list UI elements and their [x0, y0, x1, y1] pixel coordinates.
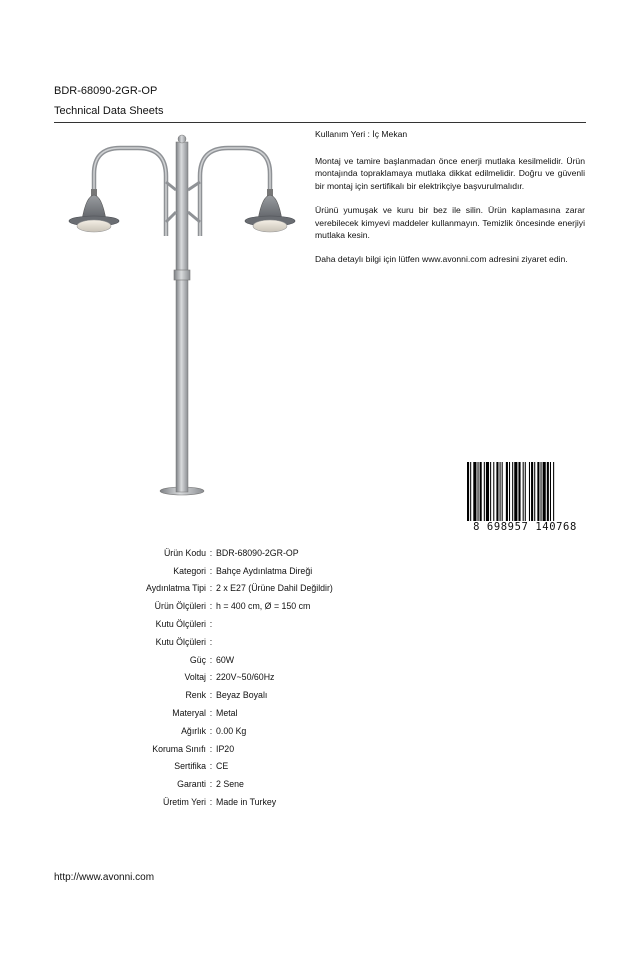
barcode-bar	[484, 462, 485, 522]
spec-separator: :	[209, 654, 213, 665]
spec-value: h = 400 cm, Ø = 150 cm	[216, 601, 311, 612]
barcode-bar	[518, 462, 520, 522]
spec-value: 60W	[216, 654, 235, 665]
spec-label: Kutu Ölçüleri	[155, 619, 206, 630]
spec-value: 0.00 Kg	[216, 725, 247, 736]
spec-row	[54, 740, 474, 758]
spec-separator: :	[209, 690, 213, 701]
spec-label: Aydınlatma Tipi	[146, 583, 206, 594]
barcode-bar	[493, 462, 494, 522]
spec-separator: :	[209, 779, 213, 790]
barcode-bar	[486, 462, 489, 522]
product-code-title: BDR-68090-2GR-OP	[54, 85, 158, 97]
barcode-bar	[543, 462, 546, 522]
spec-label: Garanti	[177, 779, 206, 790]
spec-label: Koruma Sınıfı	[152, 743, 206, 754]
barcode-bar	[523, 462, 524, 522]
header-divider	[54, 122, 586, 123]
spec-row	[54, 758, 474, 776]
spec-separator: :	[209, 547, 213, 558]
spec-value: Beyaz Boyalı	[216, 690, 268, 701]
spec-value: BDR-68090-2GR-OP	[216, 547, 299, 558]
spec-row	[54, 597, 474, 615]
barcode-bar	[502, 462, 503, 522]
spec-label: Ürün Ölçüleri	[154, 601, 206, 612]
barcode-bar	[550, 462, 551, 522]
garden-lamp-pole-image	[60, 130, 310, 500]
spec-row	[54, 686, 474, 704]
spec-separator: :	[209, 743, 213, 754]
barcode-bar	[529, 462, 530, 522]
footer-url: http://www.avonni.com	[54, 872, 155, 883]
barcode-bar	[490, 462, 491, 522]
barcode-bar	[525, 462, 526, 522]
spec-row	[54, 651, 474, 669]
cleaning-note: Ürünü yumuşak ve kuru bir bez ile silin. Ürün kaplamasına zarar verebilecek kimyevi maddeler kullanmayın. Temizlik öncesinde enerjiyi mutlaka kesin.	[315, 205, 585, 240]
barcode-bar	[509, 462, 510, 522]
spec-row	[54, 633, 474, 651]
barcode-bar	[500, 462, 501, 522]
spec-separator: :	[209, 708, 213, 719]
barcode-bar	[541, 462, 542, 522]
barcode-bar	[473, 462, 476, 522]
spec-label: Kategori	[173, 565, 206, 576]
spec-separator: :	[209, 672, 213, 683]
spec-row	[54, 562, 474, 580]
spec-row	[54, 615, 474, 633]
barcode-bar	[547, 462, 549, 522]
barcode-bar	[480, 462, 482, 522]
barcode-bar	[534, 462, 535, 522]
document-header	[54, 84, 586, 123]
spec-label: Voltaj	[184, 672, 206, 683]
barcode-bar	[478, 462, 479, 522]
barcode-number: 8 698957 140768	[464, 521, 586, 533]
spec-row	[54, 775, 474, 793]
spec-value: 2 x E27 (Ürüne Dahil Değildir)	[216, 583, 333, 594]
spec-value: Made in Turkey	[216, 797, 277, 808]
spec-separator: :	[209, 619, 213, 630]
spec-value: 2 Sene	[216, 779, 244, 790]
spec-row	[54, 704, 474, 722]
usage-notes	[315, 128, 585, 278]
spec-row	[54, 580, 474, 598]
spec-value: Metal	[216, 708, 238, 719]
barcode-bar	[514, 462, 517, 522]
spec-row	[54, 669, 474, 687]
spec-label: Ağırlık	[181, 725, 206, 736]
spec-value: Bahçe Aydınlatma Direği	[216, 565, 313, 576]
spec-label: Renk	[185, 690, 206, 701]
info-note: Daha detaylı bilgi için lütfen www.avonni.com adresini ziyaret edin.	[315, 254, 568, 265]
spec-row	[54, 722, 474, 740]
spec-row	[54, 544, 474, 562]
spec-value: IP20	[216, 743, 235, 754]
safety-note: Montaj ve tamire başlanmadan önce enerji mutlaka kesilmelidir. Ürün montajında topraklamaya mutlaka dikkat edilmelidir. Doğru ve güvenli bir montaj için sertifikalı bir elektrikçiye başvurulmalıdır.	[315, 156, 585, 191]
spec-separator: :	[209, 565, 213, 576]
barcode-bar	[537, 462, 539, 522]
spec-label: Üretim Yeri	[162, 797, 206, 808]
barcode-bar	[496, 462, 498, 522]
barcode-bar	[531, 462, 533, 522]
spec-table	[54, 544, 474, 811]
spec-value: CE	[216, 761, 229, 772]
spec-separator: :	[209, 725, 213, 736]
spec-separator: :	[209, 601, 213, 612]
spec-value: 220V~50/60Hz	[216, 672, 275, 683]
spec-separator: :	[209, 636, 213, 647]
spec-row	[54, 793, 474, 811]
document-subtitle: Technical Data Sheets	[54, 105, 164, 117]
spec-label: Materyal	[172, 708, 206, 719]
spec-label: Sertifika	[174, 761, 206, 772]
spec-label: Kutu Ölçüleri	[155, 636, 206, 647]
spec-separator: :	[209, 583, 213, 594]
spec-separator: :	[209, 761, 213, 772]
spec-label: Güç	[189, 654, 206, 665]
usage-location: Kullanım Yeri : İç Mekan	[315, 129, 408, 139]
spec-label: Ürün Kodu	[163, 547, 206, 558]
spec-separator: :	[209, 797, 213, 808]
barcode-bar	[506, 462, 508, 522]
